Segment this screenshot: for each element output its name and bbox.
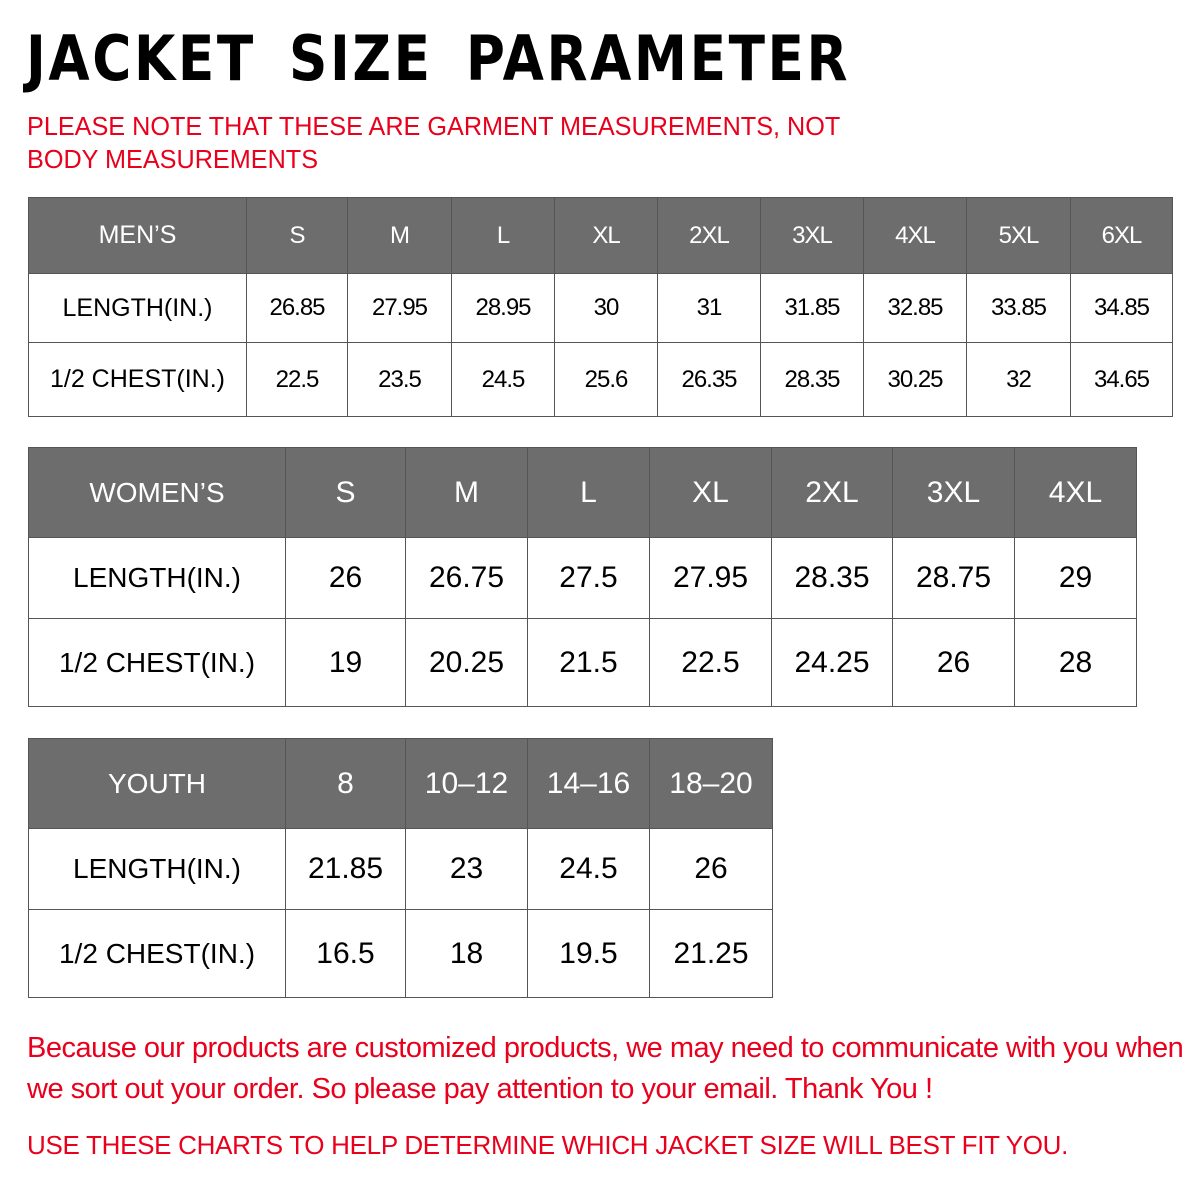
size-header: S (247, 198, 348, 274)
measurement-value: 32 (967, 343, 1071, 417)
measurement-value: 26 (893, 619, 1015, 707)
measurement-value: 24.5 (452, 343, 555, 417)
measurement-value: 26.75 (406, 538, 528, 619)
mens-size-table (28, 197, 1173, 417)
size-header: 8 (286, 739, 406, 829)
category-header: YOUTH (29, 739, 286, 829)
measurement-value: 30 (555, 274, 658, 343)
size-header: 2XL (658, 198, 761, 274)
size-header: 4XL (864, 198, 967, 274)
measurement-value: 29 (1015, 538, 1137, 619)
size-header: 2XL (772, 448, 893, 538)
size-header: XL (555, 198, 658, 274)
measurement-label: 1/2 CHEST(IN.) (29, 910, 286, 998)
measurement-value: 27.95 (348, 274, 452, 343)
category-header: MEN’S (29, 198, 247, 274)
measurement-value: 26 (286, 538, 406, 619)
measurement-value: 28 (1015, 619, 1137, 707)
table-row (29, 274, 1173, 343)
measurement-value: 23 (406, 829, 528, 910)
measurement-value: 28.75 (893, 538, 1015, 619)
measurement-value: 21.5 (528, 619, 650, 707)
womens-size-table (28, 447, 1137, 707)
table-header-row (29, 739, 773, 829)
measurement-value: 22.5 (247, 343, 348, 417)
measurement-value: 18 (406, 910, 528, 998)
table-row (29, 343, 1173, 417)
measurement-value: 31 (658, 274, 761, 343)
size-header: 14–16 (528, 739, 650, 829)
measurement-label: 1/2 CHEST(IN.) (29, 343, 247, 417)
size-header: 3XL (893, 448, 1015, 538)
size-header: L (452, 198, 555, 274)
measurement-value: 24.25 (772, 619, 893, 707)
table-row (29, 619, 1137, 707)
size-header: S (286, 448, 406, 538)
measurement-value: 34.85 (1071, 274, 1173, 343)
measurement-value: 25.6 (555, 343, 658, 417)
measurement-value: 24.5 (528, 829, 650, 910)
size-header: M (406, 448, 528, 538)
measurement-value: 28.95 (452, 274, 555, 343)
measurement-value: 32.85 (864, 274, 967, 343)
size-header: 18–20 (650, 739, 773, 829)
size-header: 5XL (967, 198, 1071, 274)
size-header: 4XL (1015, 448, 1137, 538)
measurement-label: 1/2 CHEST(IN.) (29, 619, 286, 707)
measurement-value: 30.25 (864, 343, 967, 417)
measurement-label: LENGTH(IN.) (29, 538, 286, 619)
sizing-advice: USE THESE CHARTS TO HELP DETERMINE WHICH JACKET SIZE WILL BEST FIT YOU. (27, 1130, 1069, 1160)
size-header: 10–12 (406, 739, 528, 829)
measurement-value: 16.5 (286, 910, 406, 998)
measurement-label: LENGTH(IN.) (29, 829, 286, 910)
measurement-value: 28.35 (761, 343, 864, 417)
measurement-value: 26.35 (658, 343, 761, 417)
measurement-value: 21.85 (286, 829, 406, 910)
category-header: WOMEN’S (29, 448, 286, 538)
measurement-value: 19.5 (528, 910, 650, 998)
measurement-value: 27.95 (650, 538, 772, 619)
table-header-row (29, 448, 1137, 538)
page-title: JACKET SIZE PARAMETER (26, 22, 851, 95)
table-row (29, 910, 773, 998)
measurement-value: 28.35 (772, 538, 893, 619)
table-row (29, 829, 773, 910)
size-header: M (348, 198, 452, 274)
measurement-value: 22.5 (650, 619, 772, 707)
size-header: XL (650, 448, 772, 538)
measurement-value: 23.5 (348, 343, 452, 417)
measurement-value: 20.25 (406, 619, 528, 707)
measurement-value: 31.85 (761, 274, 864, 343)
customization-message: Because our products are customized products, we may need to communicate with you when we sort out your order. So please pay attention to your email. Thank You ! (27, 1032, 1184, 1105)
size-header: 6XL (1071, 198, 1173, 274)
measurement-value: 26.85 (247, 274, 348, 343)
youth-size-table (28, 738, 773, 998)
measurement-label: LENGTH(IN.) (29, 274, 247, 343)
measurement-value: 27.5 (528, 538, 650, 619)
measurement-value: 21.25 (650, 910, 773, 998)
measurement-value: 26 (650, 829, 773, 910)
measurement-value: 19 (286, 619, 406, 707)
size-header: 3XL (761, 198, 864, 274)
size-header: L (528, 448, 650, 538)
measurement-value: 34.65 (1071, 343, 1173, 417)
measurement-value: 33.85 (967, 274, 1071, 343)
table-row (29, 538, 1137, 619)
table-header-row (29, 198, 1173, 274)
garment-measurement-note: PLEASE NOTE THAT THESE ARE GARMENT MEASUREMENTS, NOT BODY MEASUREMENTS (27, 111, 840, 174)
